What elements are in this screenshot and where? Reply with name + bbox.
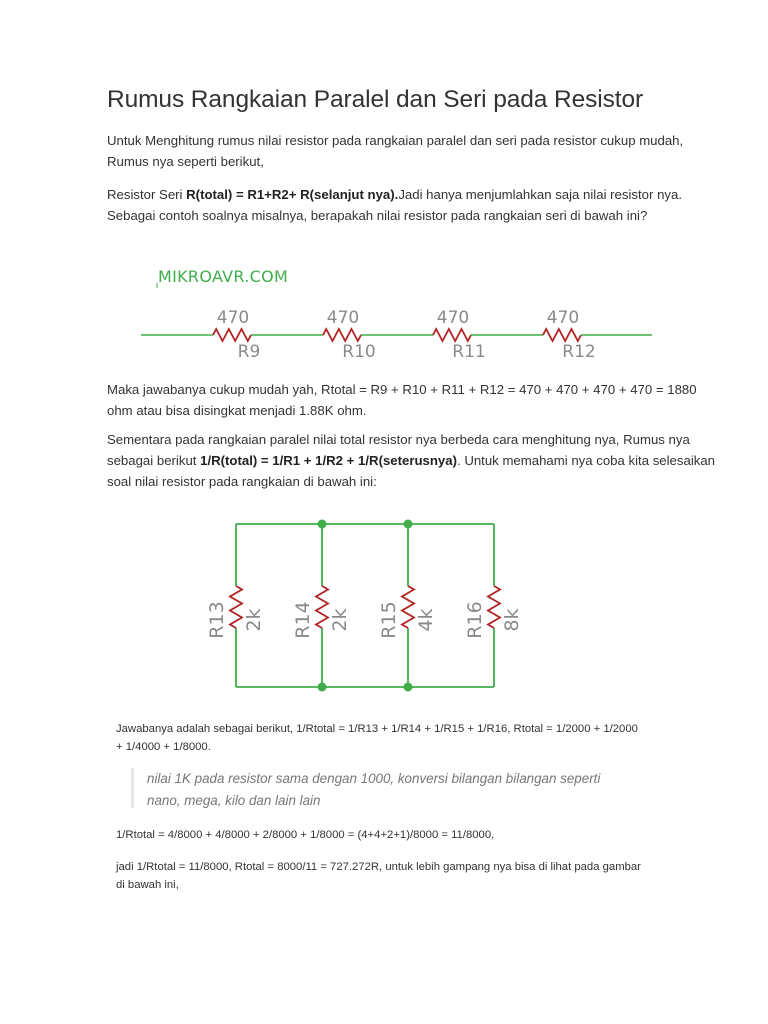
intro-line-2: Rumus nya seperti berikut,	[107, 154, 264, 169]
resistor-name-label: R11	[452, 342, 486, 362]
parallel-answer-paragraph	[116, 720, 638, 756]
junction-dot	[404, 520, 413, 529]
resistor-name-label: R10	[342, 342, 376, 362]
resistor-value-label: 470	[546, 308, 580, 328]
resistor-value-label: 470	[326, 308, 360, 328]
calculation-line: 1/Rtotal = 4/8000 + 4/8000 + 2/8000 + 1/8000 = (4+4+2+1)/8000 = 11/8000,	[116, 829, 495, 841]
parallel-rule-line-1: Sementara pada rangkaian paralel nilai total resistor nya berbeda cara menghitung nya, Rumus nya	[107, 432, 690, 447]
final-line-1: jadi 1/Rtotal = 11/8000, Rtotal = 8000/11 = 727.272R, untuk lebih gampang nya bisa di lihat pada gambar	[116, 861, 641, 873]
resistor-name-label: R13	[206, 601, 228, 639]
resistor-value-label: 470	[216, 308, 250, 328]
junction-dot	[318, 520, 327, 529]
parallel-formula: 1/R(total) = 1/R1 + 1/R2 + 1/R(seterusnya)	[200, 453, 457, 468]
resistor-name-label: R16	[464, 601, 486, 639]
series-answer-line-2: ohm atau bisa disingkat menjadi 1.88K ohm.	[107, 403, 367, 418]
resistor-value-label: 4k	[415, 608, 437, 632]
parallel-answer-line-1: Jawabanya adalah sebagai berikut, 1/Rtotal = 1/R13 + 1/R14 + 1/R15 + 1/R16, Rtotal = 1/2000 + 1/2000	[116, 723, 638, 735]
series-rule-suffix: Jadi hanya menjumlahkan saja nilai resistor nya.	[398, 187, 682, 202]
resistor-symbol-r16	[488, 586, 500, 628]
final-line-2: di bawah ini,	[116, 879, 179, 891]
resistor-name-label: R15	[378, 601, 400, 639]
intro-line-1: Untuk Menghitung rumus nilai resistor pada rangkaian paralel dan seri pada resistor cukup mudah,	[107, 133, 684, 148]
parallel-rule-suffix: . Untuk memahami nya coba kita selesaikan	[457, 453, 716, 468]
resistor-value-label: 8k	[501, 608, 523, 632]
resistor-symbol-r13	[230, 586, 242, 628]
series-rule-prefix: Resistor Seri	[107, 187, 187, 202]
series-answer-line-1: Maka jawabanya cukup mudah yah, Rtotal = R9 + R10 + R11 + R12 = 470 + 470 + 470 + 470 = 1880	[107, 382, 697, 397]
resistor-value-label: 2k	[243, 608, 265, 632]
blockquote	[147, 768, 600, 812]
resistor-name-label: R12	[562, 342, 596, 362]
page-title: Rumus Rangkaian Paralel dan Seri pada Resistor	[107, 86, 644, 113]
series-rule-line-2: Sebagai contoh soalnya misalnya, berapakah nilai resistor pada rangkaian seri di bawah ini?	[107, 208, 648, 223]
parallel-rule-prefix: sebagai berikut	[107, 453, 201, 468]
resistor-symbol-r14	[316, 586, 328, 628]
blockquote-bar	[131, 768, 134, 808]
resistor-value-label: 470	[436, 308, 470, 328]
junction-dot	[404, 683, 413, 692]
blockquote-line-1: nilai 1K pada resistor sama dengan 1000, konversi bilangan bilangan seperti	[147, 771, 601, 786]
parallel-rule-line-3: soal nilai resistor pada rangkaian di bawah ini:	[107, 474, 377, 489]
resistor-name-label: R14	[292, 601, 314, 639]
parallel-answer-line-2: + 1/4000 + 1/8000.	[116, 741, 211, 753]
junction-dot	[318, 683, 327, 692]
resistor-symbol-r15	[402, 586, 414, 628]
resistor-value-label: 2k	[329, 608, 351, 632]
resistor-name-label: R9	[237, 342, 261, 362]
watermark-text: MIKROAVR.COM	[158, 267, 289, 286]
series-formula: R(total) = R1+R2+ R(selanjut nya).	[186, 187, 399, 202]
parallel-circuit	[206, 520, 523, 692]
final-paragraph	[116, 858, 641, 894]
blockquote-line-2: nano, mega, kilo dan lain lain	[147, 793, 321, 808]
